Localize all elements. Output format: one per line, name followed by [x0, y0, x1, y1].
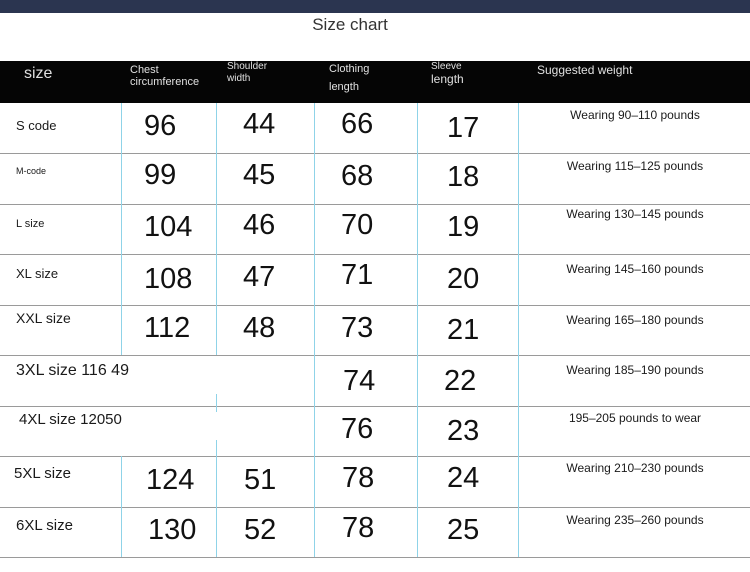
cell-shoulder: 48: [243, 312, 276, 344]
cell-shoulder: 46: [243, 209, 276, 241]
cell-sleeve: 23: [447, 415, 480, 447]
column-divider: [417, 103, 418, 557]
cell-sleeve: 24: [447, 462, 480, 494]
cell-sleeve: 17: [447, 112, 480, 144]
row-divider: [0, 254, 750, 255]
cell-sleeve: 18: [447, 161, 480, 193]
header-sleeve-line2: length: [431, 72, 464, 86]
cell-clothing: 73: [341, 312, 374, 344]
cell-sleeve: 19: [447, 211, 480, 243]
cell-clothing: 70: [341, 209, 374, 241]
header-chest: Chest circumference: [130, 64, 200, 88]
cell-size-xl: XL size: [16, 266, 59, 281]
column-divider: [121, 103, 122, 355]
cell-weight: Wearing 210–230 pounds: [566, 461, 704, 475]
cell-chest: 130: [148, 514, 197, 546]
cell-clothing: 78: [342, 512, 375, 544]
cell-chest: 124: [146, 464, 195, 496]
column-divider: [518, 103, 519, 557]
cell-weight: Wearing 90–110 pounds: [570, 108, 700, 122]
cell-chest: 112: [144, 312, 191, 344]
cell-clothing: 71: [341, 259, 374, 291]
column-divider: [121, 456, 122, 557]
cell-sleeve: 21: [447, 314, 480, 346]
cell-shoulder: 44: [243, 108, 276, 140]
top-bar: [0, 0, 750, 13]
cell-weight: Wearing 235–260 pounds: [566, 513, 704, 527]
cell-shoulder: 51: [244, 464, 277, 496]
row-divider: [0, 406, 750, 407]
cell-size-xxl: XXL size: [16, 310, 71, 326]
cell-weight: Wearing 115–125 pounds: [566, 159, 704, 173]
cell-chest: 108: [144, 263, 193, 295]
cell-weight: Wearing 130–145 pounds: [566, 207, 704, 221]
column-divider: [314, 103, 315, 557]
cell-shoulder: 52: [244, 514, 277, 546]
row-divider: [0, 456, 750, 457]
cell-chest: 99: [144, 159, 177, 191]
row-divider: [0, 153, 750, 154]
cell-sleeve: 25: [447, 514, 480, 546]
cell-weight: 195–205 pounds to wear: [568, 411, 702, 425]
header-weight: Suggested weight: [537, 63, 633, 77]
cell-sleeve: 20: [447, 263, 480, 295]
row-divider: [0, 507, 750, 508]
cell-weight: Wearing 145–160 pounds: [566, 262, 704, 276]
cell-clothing: 68: [341, 160, 374, 192]
cell-chest: 96: [144, 110, 177, 142]
cell-size-6xl: 6XL size: [16, 517, 73, 534]
cell-clothing: 78: [342, 462, 375, 494]
header-sleeve: [431, 61, 491, 85]
header-clothing: Clothing length: [329, 63, 370, 93]
row-divider: [0, 355, 750, 356]
row-divider: [0, 557, 750, 558]
cell-clothing: 76: [341, 413, 374, 445]
cell-chest: 104: [144, 211, 193, 243]
cell-weight: Wearing 165–180 pounds: [566, 313, 704, 327]
header-sleeve-line1: Sleeve: [431, 61, 462, 72]
column-divider: [216, 394, 217, 412]
column-divider: [216, 440, 217, 557]
row-divider: [0, 204, 750, 205]
cell-size-3xl: 3XL size 116 49: [16, 362, 129, 379]
cell-size-l: L size: [16, 218, 45, 230]
row-divider: [0, 305, 750, 306]
cell-weight: Wearing 185–190 pounds: [566, 363, 704, 377]
cell-clothing: 66: [341, 108, 374, 140]
header-size: size: [24, 65, 53, 82]
column-divider: [216, 103, 217, 355]
cell-shoulder: 47: [243, 261, 276, 293]
cell-clothing: 74: [343, 365, 376, 397]
cell-sleeve: 22: [444, 365, 477, 397]
page-title: Size chart: [312, 15, 388, 34]
cell-shoulder: 45: [243, 159, 276, 191]
header-shoulder: Shoulder width: [227, 61, 268, 84]
cell-size-m: M-code: [16, 166, 47, 176]
cell-size-s: S code: [16, 118, 57, 133]
cell-size-5xl: 5XL size: [14, 465, 71, 482]
cell-size-4xl: 4XL size 12050: [19, 411, 122, 428]
